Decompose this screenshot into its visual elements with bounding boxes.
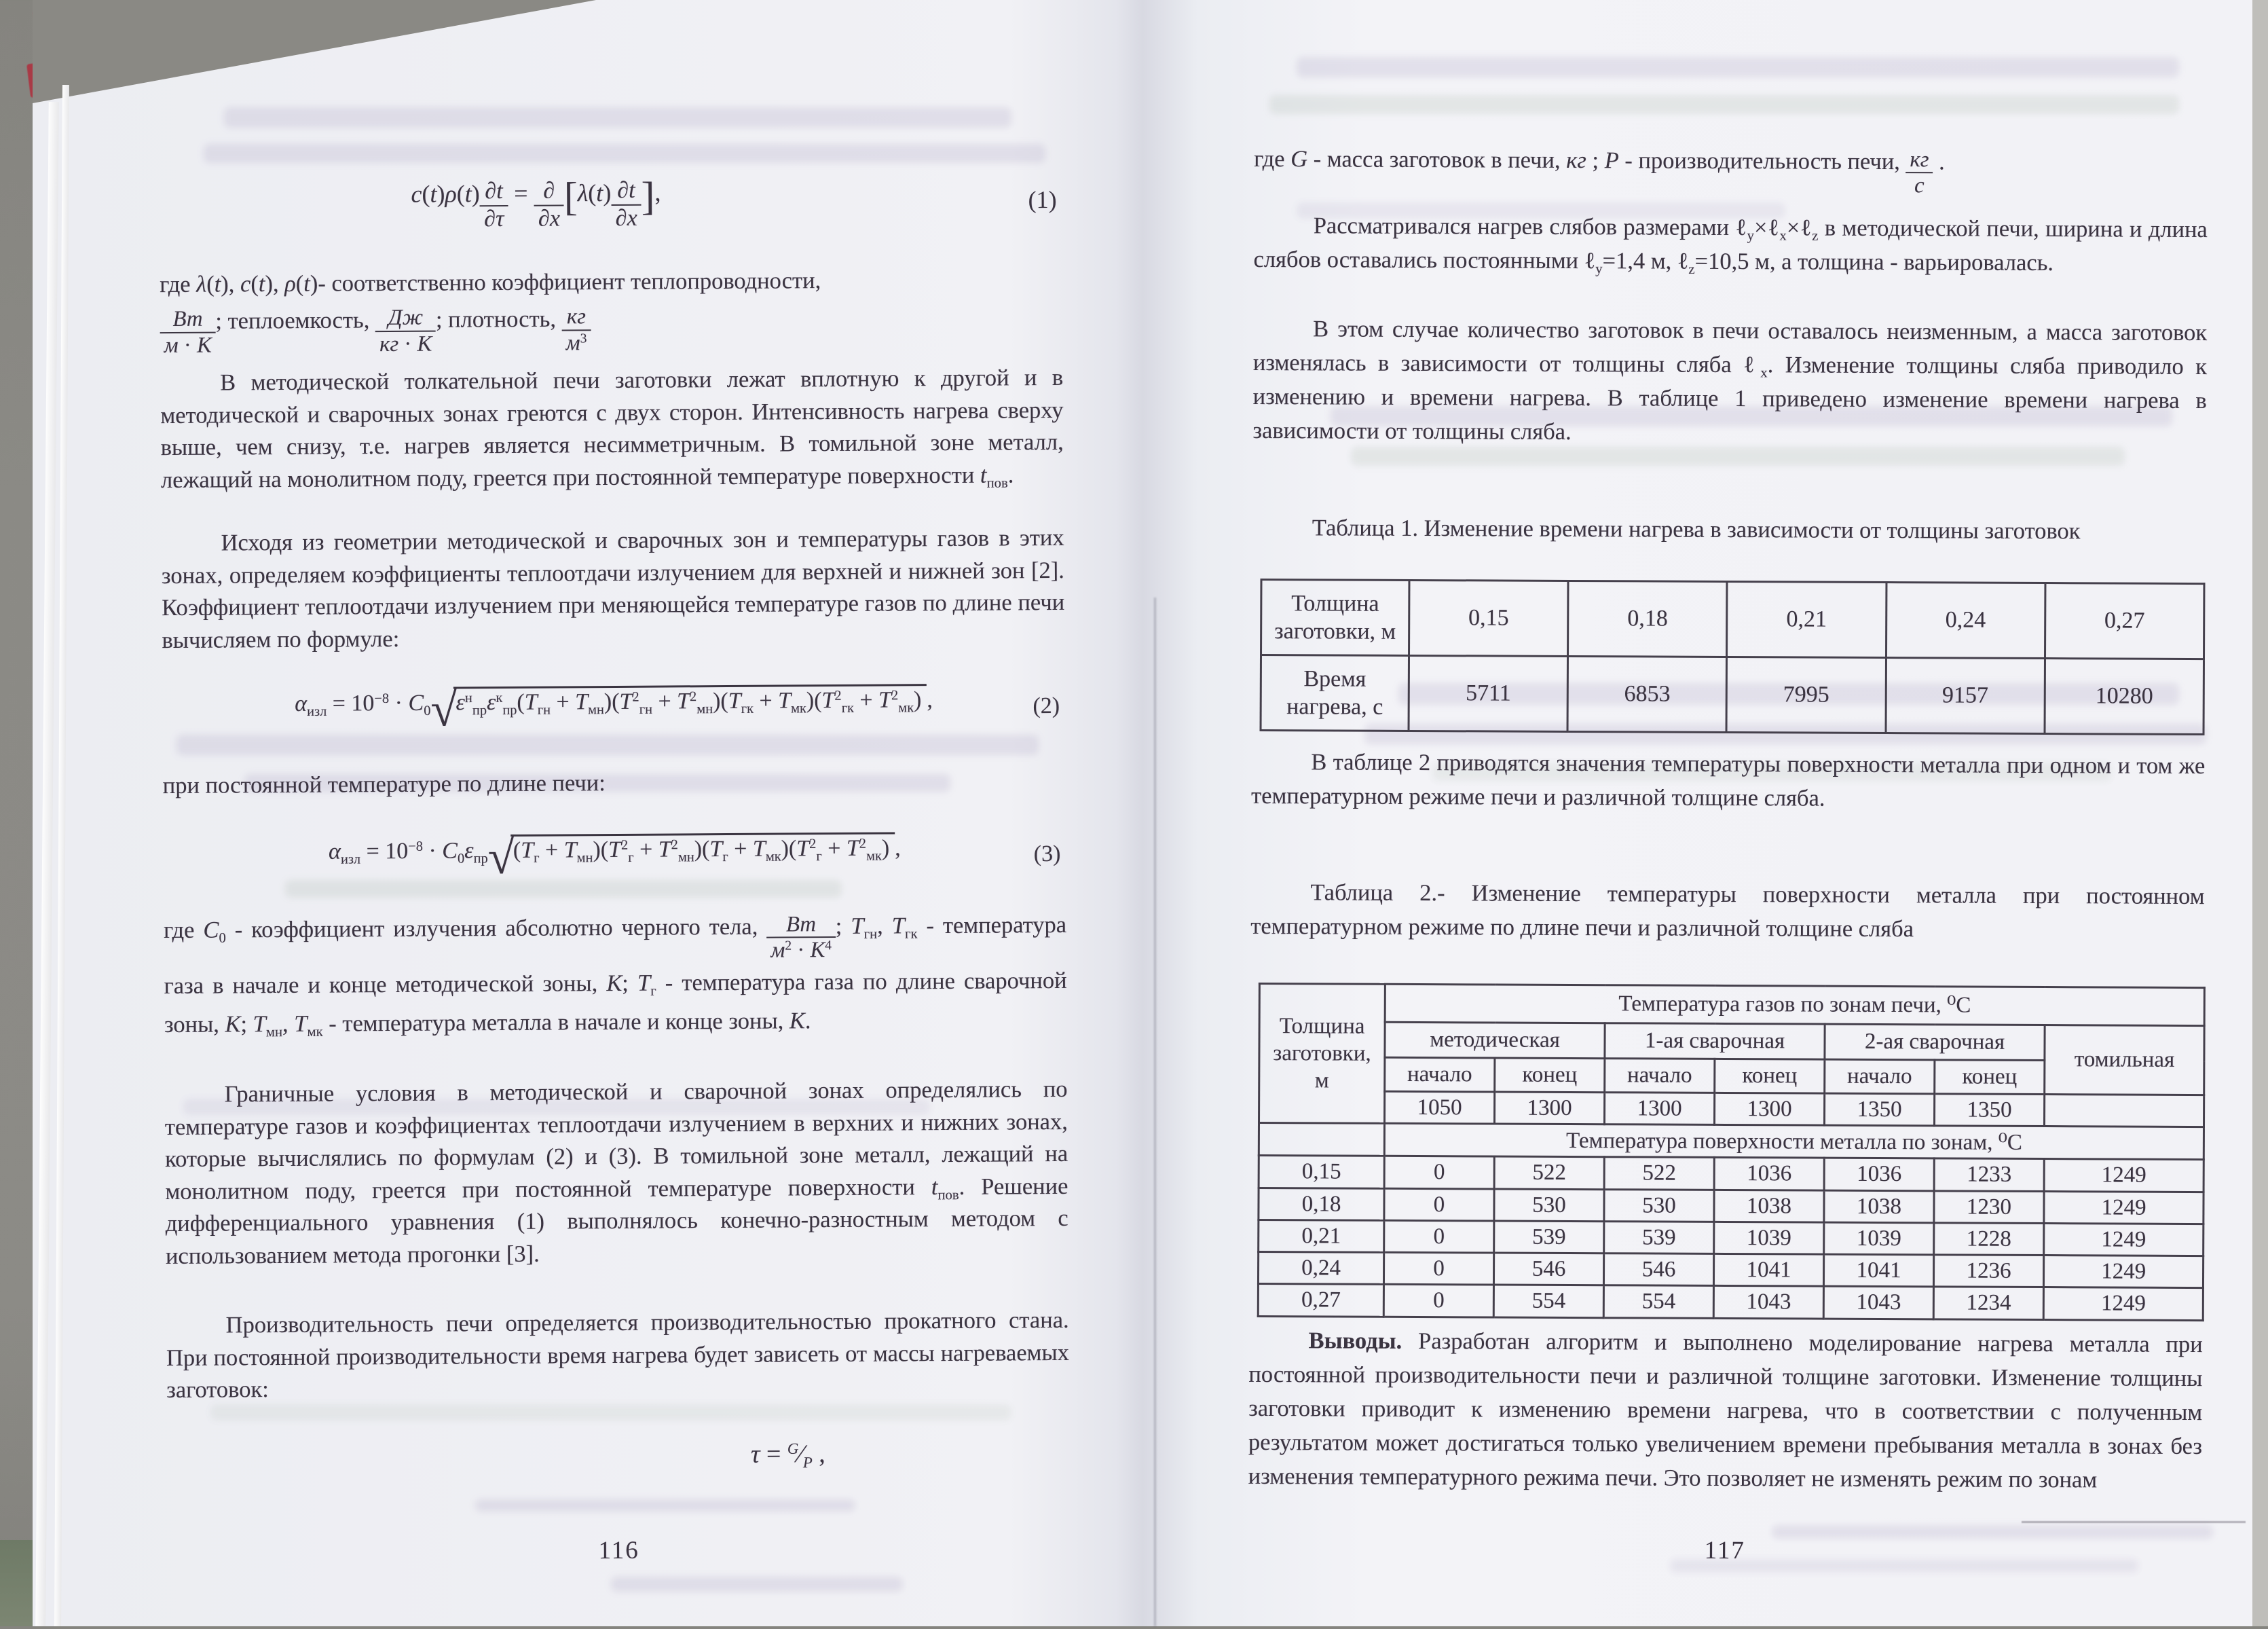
table-cell: 546: [1493, 1253, 1603, 1285]
table-cell: конец: [1715, 1059, 1825, 1093]
zone-soak: томильная: [2045, 1025, 2205, 1095]
table-cell: 0: [1384, 1220, 1494, 1253]
table-row: [1259, 1188, 2204, 1224]
page-edge: [2252, 0, 2268, 1626]
table-cell: 0: [1383, 1285, 1493, 1317]
page-number-right: 117: [1704, 1536, 1745, 1565]
table-cell: 1039: [1824, 1222, 1934, 1255]
table-cell: 1350: [1934, 1094, 2044, 1127]
table-cell: 522: [1494, 1156, 1604, 1189]
table-cell: 1036: [1714, 1158, 1824, 1190]
table-2: [1257, 983, 2206, 1321]
table-cell: 1233: [1934, 1158, 2044, 1191]
equation-1-number: (1): [1028, 186, 1057, 214]
table-cell: 1300: [1494, 1092, 1604, 1124]
table-cell: 522: [1604, 1157, 1714, 1190]
table-cell: 5711: [1409, 655, 1568, 731]
table-1-caption: Таблица 1. Изменение времени нагрева в зависимости от толщины заготовок: [1312, 515, 2081, 545]
table-cell: 0,15: [1259, 1156, 1384, 1188]
table-cell: 0,21: [1259, 1220, 1384, 1252]
table-cell: 546: [1603, 1253, 1713, 1286]
table-cell: 1039: [1714, 1222, 1824, 1254]
table-cell: 0,27: [2045, 583, 2204, 659]
table-cell: 530: [1494, 1189, 1604, 1222]
table-cell: 1038: [1824, 1190, 1934, 1223]
table-row: [1259, 983, 2204, 1025]
equation-3: [163, 816, 1066, 898]
table-cell: 1043: [1823, 1286, 1933, 1319]
table-cell: 1300: [1714, 1093, 1824, 1125]
paragraph-c0-definition: где $С_0$ - коэффициент излучения абсолютно черного тела, Вт $м^2 \cdot К^4$ ; $Т_{гн}$, $Т_{гк}$ - температура газа в начале и конце методической зоны, К; $Т_г$ - температура газа по длине сварочной зоны, К; $Т_{мн}$, $Т_{мк}$ - температура металла в начале и конце зоны, К.: [163, 911, 1067, 1040]
table-cell: 7995: [1726, 657, 1886, 733]
table-cell: 1249: [2044, 1223, 2204, 1256]
table-row: [1258, 1284, 2203, 1320]
equation-2-number: (2): [1033, 693, 1060, 719]
equation-tau-body: $\tau = ^G∕_P$ ,: [750, 1440, 825, 1471]
table-cell: 1350: [1824, 1093, 1934, 1126]
table-row: [1258, 1251, 2203, 1287]
table-cell: конец: [1495, 1058, 1605, 1093]
table-cell: 1041: [1713, 1253, 1823, 1286]
table-cell: 1043: [1713, 1286, 1823, 1319]
table-1: [1260, 579, 2206, 735]
book-spread: [33, 0, 2252, 1626]
table-cell: 1234: [1933, 1287, 2043, 1319]
paragraph-table2-intro: В таблице 2 приводятся значения температуры поверхности металла при одном и том же температурном режиме печи и различной толщине сляба.: [1251, 749, 2206, 811]
table-1-header-time: Время нагрева, с: [1261, 655, 1409, 731]
paragraph-conclusions: Выводы. Разработан алгоритм и выполнено моделирование нагрева металла при постоянной производительности печи и различной толщине заготовки. Изменение толщины заготовки приводит к изменению времени нагрева, что в соответствии с полученным результатом может достигаться только увеличением времени пребывания металла в зонах без изменения температурного режима печи. Это позволяет не изменять режим по зонам: [1248, 1328, 2203, 1493]
equation-3-body: $\alpha_{изл} = 10^{-8} \cdot C_0\varepsilon_{пр}√(T_г + T_{мн})(T^2_г + T^2_{мн})(T_г + T_{мк})(T^2_г + T^2_{мк})$ ,: [328, 830, 901, 885]
table-cell: 1038: [1714, 1190, 1824, 1222]
paragraph-furnace-description: В методической толкательной печи заготовки лежат вплотную к другой и в методической и сварочных зонах греются с двух сторон. Интенсивность нагрева сверху выше, чем снизу, т.е. нагрев является несимметричным. В томильной зоне металл, лежащий на монолитном поду, греется при постоянной температуре поверхности $t_{пов}$.: [160, 364, 1064, 493]
paragraph-productivity: Производительность печи определяется производительностью прокатного стана. При постоянной производительности время нагрева будет зависеть от массы нагреваемых заготовок:: [166, 1306, 1069, 1404]
paragraph-where-g: где G - масса заготовок в печи, кг ; Р - производительность печи, кг с .: [1254, 145, 1945, 198]
table-cell: конец: [1935, 1060, 2045, 1095]
table-cell: начало: [1605, 1059, 1715, 1093]
gutter-shadow: [1154, 598, 1156, 1626]
table-cell: 1249: [2044, 1191, 2204, 1224]
table-cell: 9157: [1886, 658, 2045, 734]
table-cell: 1300: [1604, 1093, 1714, 1125]
table-cell: 554: [1603, 1285, 1713, 1318]
table-row: [1259, 1091, 2204, 1127]
table-cell: 1249: [2044, 1159, 2204, 1192]
zone-weld-1: 1-ая сварочная: [1605, 1023, 1825, 1059]
equation-tau: [166, 1415, 1070, 1495]
table-row: [1259, 1156, 2204, 1192]
table-row: [1259, 1220, 2204, 1256]
zone-methodical: методическая: [1385, 1022, 1605, 1058]
table-cell: 1228: [1934, 1223, 2044, 1256]
paragraph-where-lambda: где λ(t), c(t), ρ(t)- соответственно коэффициент теплопроводности,: [160, 268, 821, 298]
table-cell: 1050: [1385, 1091, 1495, 1124]
table-cell: 1236: [1933, 1255, 2043, 1287]
table-cell: 0,24: [1886, 583, 2045, 659]
equation-1-body: c(t)ρ(t) $\frac{\partial t}{\partial\tau}$ = ∂ ∂x [λ(t) $\frac{\partial t}{\partial x}$ ],: [411, 173, 661, 232]
table-cell: 0,24: [1258, 1251, 1383, 1284]
table-cell: 0,18: [1568, 581, 1728, 657]
table-cell: 539: [1604, 1221, 1714, 1253]
paragraph-slab-sizes: Рассматривался нагрев слябов размерами ℓ$_y$×ℓ$_x$×ℓ$_z$ в методической печи, ширина и длина слябов оставались постоянными ℓ$_y$=1,4 м, ℓ$_z$=10,5 м, а толщина - варьировалась.: [1253, 213, 2208, 278]
paragraph-constant-temp: при постоянной температуре по длине печи:: [162, 770, 606, 799]
table-cell: 10280: [2045, 659, 2204, 735]
table-cell: 0: [1383, 1252, 1493, 1285]
paragraph-units: Вт м · К ; теплоемкость, Дж кг · К ; плотность, кг $м^3$: [160, 301, 1062, 359]
table-cell: начало: [1385, 1057, 1495, 1092]
table-row: [1259, 1021, 2204, 1061]
equation-2: [162, 668, 1066, 750]
table-row: [1261, 655, 2204, 734]
equation-3-number: (3): [1033, 841, 1061, 867]
zone-weld-2: 2-ая сварочная: [1825, 1024, 2045, 1060]
table-cell: [2044, 1095, 2204, 1127]
table-cell: 0,27: [1258, 1284, 1383, 1317]
paragraph-boundary-conditions: Граничные условия в методической и сварочной зонах определялись по температуре газов и коэффициентах теплоотдачи излучением в верхних и нижних зонах, которые вычислялись по формулам (2) и (3). В томильной зоне металл, лежащий на монолитном поду, греется при постоянной температуре поверхности $t_{пов}$. Решение дифференциального уравнения (1) выполнялось конечно-разностным методом с использованием метода прогонки [3].: [164, 1076, 1068, 1269]
table-2-corner-header: Толщина заготовки, м: [1259, 983, 1386, 1123]
table-cell: 1249: [2043, 1256, 2203, 1288]
table-2-caption: Таблица 2.- Изменение температуры поверхности металла при постоянном температурном режиме по длине печи и различной толщине сляба: [1250, 879, 2205, 942]
paragraph-geometry: Исходя из геометрии методической и сварочных зон и температуры газов в этих зонах, определяем коэффициенты теплоотдачи излучением для верхней и нижней зон [2]. Коэффициент теплоотдачи излучением при меняющейся температуре газов по длине печи вычисляем по формуле:: [161, 524, 1065, 653]
table-cell: 0,15: [1409, 580, 1569, 656]
table-cell: 6853: [1567, 656, 1727, 732]
table-cell: 1041: [1823, 1254, 1933, 1287]
table-1-header-thickness: Толщина заготовки, м: [1261, 579, 1409, 655]
paragraph-slab-mass: В этом случае количество заготовок в печи оставалось неизменным, а масса заготовок изменялась в зависимости от толщины сляба ℓ$_x$. Изменение толщины сляба приводило к изменению и времени нагрева. В таблице 1 приведено изменение времени нагрева в зависимости от толщины сляба.: [1252, 316, 2208, 445]
page-116: [158, 0, 1071, 1629]
table-cell: 1036: [1824, 1158, 1934, 1190]
table-cell: 1230: [1934, 1190, 2044, 1223]
table-cell: 530: [1604, 1189, 1714, 1222]
table-cell: 1249: [2043, 1287, 2203, 1320]
table-cell: [1259, 1123, 1384, 1156]
table-cell: 0: [1384, 1156, 1494, 1189]
page-number-left: 116: [598, 1536, 639, 1565]
table-cell: 554: [1493, 1285, 1603, 1317]
equation-1: [159, 159, 1062, 246]
table-row: [1261, 579, 2204, 659]
table-cell: 0,18: [1259, 1188, 1384, 1220]
table-cell: начало: [1825, 1059, 1935, 1094]
table-row: [1259, 1123, 2204, 1160]
table-2-gas-header: Температура газов по зонам печи, ⁰С: [1385, 984, 2204, 1025]
equation-2-body: $\alpha_{изл} = 10^{-8} \cdot C_0√\varepsilon^н_{пр}\varepsilon^к_{пр}(T_{гн} + T_{мн})(T^2_{гн} + T^2_{мн})(T_{гк} + T_{мк})(T^2_{гк} + T^2_{мк})$ ,: [295, 682, 933, 737]
table-2-surface-header: Температура поверхности металла по зонам, ⁰С: [1384, 1124, 2204, 1160]
page-117: [1248, 0, 2208, 1628]
table-cell: 0,21: [1727, 581, 1886, 657]
table-cell: 539: [1494, 1221, 1604, 1253]
table-cell: 0: [1384, 1188, 1494, 1221]
